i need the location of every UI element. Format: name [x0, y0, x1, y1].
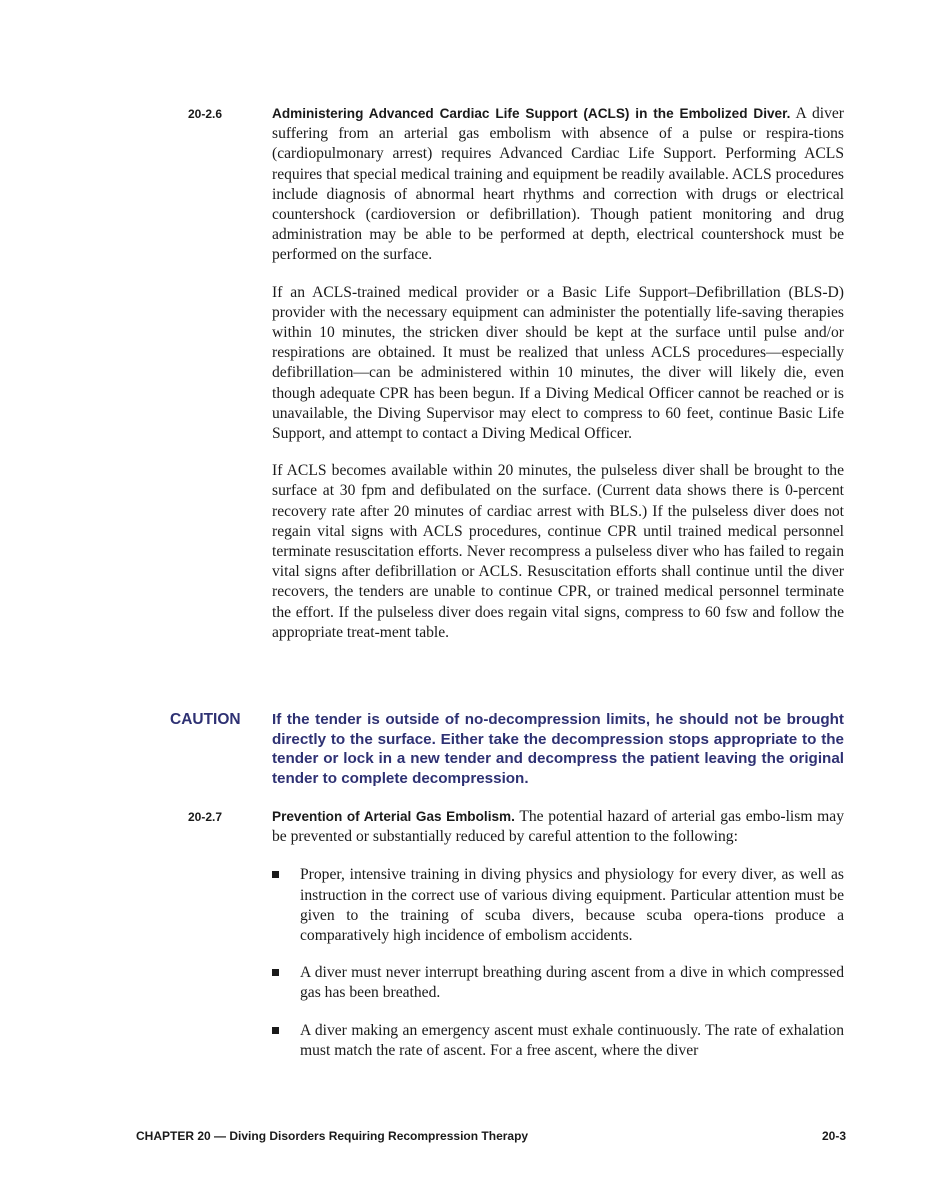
- section-number: 20-2.6: [188, 107, 223, 121]
- section-number: 20-2.7: [188, 810, 223, 824]
- paragraph: If ACLS becomes available within 20 minutes, the pulseless diver shall be brought to the surface at 30 fpm and defibulated on the surface. (Current data shows there is 0-percent recovery rate after 20 minutes of cardiac arrest with BLS.) If the pulseless diver does not regain vital signs with ACLS procedures, continue CPR until trained medical personnel terminate resuscitation efforts. Never recompress a pulseless diver who has failed to regain vital signs after defibrillation or ACLS. Resuscitation efforts shall continue until the diver recovers, the tenders are unable to continue CPR, or trained medical personnel terminate the effort. If the pulseless diver does regain vital signs, compress to 60 fsw and follow the appropriate treat-ment table.: [272, 462, 844, 641]
- list-item: [272, 865, 844, 946]
- square-bullet-icon: [272, 969, 279, 976]
- list-item: [272, 963, 844, 1003]
- list-item-text: A diver must never interrupt breathing during ascent from a dive in which compressed gas has been breathed.: [300, 964, 844, 1002]
- section-heading: Administering Advanced Cardiac Life Support (ACLS) in the Embolized Diver.: [272, 106, 791, 121]
- list-item: [272, 1021, 844, 1061]
- caution-label: CAUTION: [170, 711, 241, 728]
- list-item-text: A diver making an emergency ascent must exhale continuously. The rate of exhalation must match the rate of ascent. For a free ascent, where the diver: [300, 1021, 844, 1059]
- square-bullet-icon: [272, 1027, 279, 1034]
- section-body: [272, 807, 844, 1078]
- section-body: [272, 104, 844, 660]
- paragraph: [272, 104, 844, 266]
- section-heading: Prevention of Arterial Gas Embolism.: [272, 809, 515, 824]
- page-number: 20-3: [821, 1129, 846, 1143]
- paragraph: [272, 807, 844, 847]
- list-item-text: Proper, intensive training in diving physics and physiology for every diver, as well as instruction in the correct use of various diving equipment. Particular attention must be given to the training of scuba divers, because scuba opera-tions produce a comparatively high incidence of embolism accidents.: [300, 866, 844, 945]
- footer-chapter-title: CHAPTER 20 — Diving Disorders Requiring Recompression Therapy: [136, 1129, 529, 1143]
- caution-text: If the tender is outside of no-decompression limits, he should not be brought directly to the surface. Either take the decompression stops appropriate to the tender or lock in a new tender and decompress the patient leaving the original tender to complete decompression.: [272, 711, 844, 787]
- square-bullet-icon: [272, 871, 279, 878]
- paragraph-text: A diver suffering from an arterial gas embolism with absence of a pulse or respira-tions (cardiopulmonary arrest) requires Advanced Cardiac Life Support. Performing ACLS requires that special medical training and equipment be readily available. ACLS procedures include diagnosis of abnormal heart rhythms and correction with drugs or electrical countershock (cardioversion or defibrillation). Though patient monitoring and drug administration may be able to be performed at depth, electrical countershock must be performed on the surface.: [272, 105, 844, 264]
- bullet-list: [272, 865, 844, 1061]
- paragraph-text: The potential hazard of arterial gas embo-lism may be prevented or substantially reduced by careful attention to the following:: [272, 808, 845, 846]
- paragraph: If an ACLS-trained medical provider or a Basic Life Support–Defibrillation (BLS-D) provider with the necessary equipment can administer the potentially life-saving therapies within 10 minutes, the stricken diver should be kept at the surface until pulse and/or respirations are obtained. It must be realized that unless ACLS procedures—especially defibrillation—can be administered within 10 minutes, the diver will likely die, even though adequate CPR has been begun. If a Diving Medical Officer cannot be reached or is unavailable, the Diving Supervisor may elect to compress to 60 feet, continue Basic Life Support, and attempt to contact a Diving Medical Officer.: [272, 283, 844, 443]
